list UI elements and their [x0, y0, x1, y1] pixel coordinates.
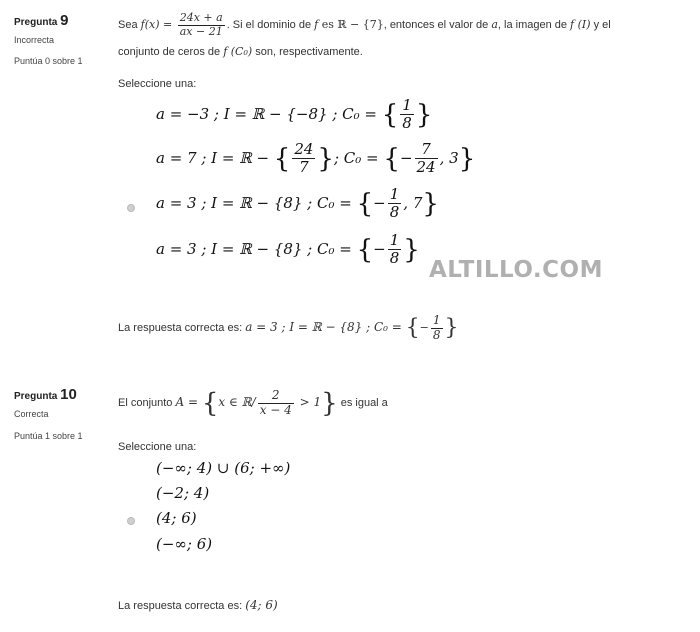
- q9-option-1-num: 1: [402, 96, 412, 114]
- q10-option-3[interactable]: (4; 6): [156, 509, 197, 527]
- q9-option-1-text: a = −3 ; I = ℝ − {−8} ; C₀ =: [156, 104, 382, 123]
- q9-stem-text: son, respectivamente.: [252, 46, 363, 58]
- q9-option-3-num: 1: [389, 185, 400, 203]
- q9-option-2-frac-a: [292, 141, 315, 177]
- q9-option-3[interactable]: a = 3 ; I = ℝ − {8} ; C₀ = {− $\frac{1}{8}$ , 7}: [156, 185, 439, 222]
- q9-option-2-neg: −: [399, 148, 413, 167]
- q9-stem-den: ax − 21: [179, 24, 223, 38]
- q10-score: Puntúa 1 sobre 1: [14, 431, 83, 441]
- q9-option-2-post: , 3: [439, 148, 459, 167]
- q9-option-2-num2: 7: [415, 141, 438, 159]
- q9-option-2-text: a = 7 ; I = ℝ −: [156, 148, 274, 167]
- q9-option-1-frac: [400, 97, 414, 133]
- q9-stem-text: Sea: [118, 19, 141, 32]
- q9-option-1-den: 8: [402, 114, 412, 133]
- q10-option-3-radio[interactable]: [127, 517, 135, 525]
- q9-stem-line2: [118, 45, 363, 58]
- q9-status: Incorrecta: [14, 35, 55, 45]
- q9-answer-frac: [431, 314, 443, 343]
- q9-option-4-den: 8: [389, 249, 400, 268]
- q9-option-4-num: 1: [389, 231, 400, 249]
- q9-stem-text: , la imagen de: [497, 19, 571, 32]
- q9-stem-domain: es ℝ − {7}: [318, 18, 384, 32]
- q9-title: [14, 12, 68, 29]
- q9-answer-num: 1: [432, 313, 441, 327]
- q9-option-3-radio[interactable]: [127, 204, 135, 212]
- q9-title-label: Pregunta: [14, 17, 58, 28]
- watermark: ALTILLO.COM: [429, 257, 603, 283]
- q9-stem-line1: [118, 12, 611, 38]
- q9-answer-text: a = 3 ; I = ℝ − {8} ; C₀ =: [245, 320, 406, 335]
- q9-option-2-frac-b: [415, 141, 438, 177]
- q9-option-3-text: a = 3 ; I = ℝ − {8} ; C₀ =: [156, 193, 357, 212]
- q9-stem-text: . Si el dominio de: [226, 19, 315, 32]
- q9-option-2-den2: 24: [416, 158, 436, 177]
- q9-answer-den: 8: [432, 327, 441, 342]
- q9-stem-fI: f (I): [570, 18, 591, 32]
- q10-answer-value: (4; 6): [245, 598, 278, 612]
- q9-stem-fx: f(x) =: [140, 18, 176, 32]
- q10-title: [14, 386, 77, 403]
- q9-select-label: Seleccione una:: [118, 78, 197, 90]
- q10-answer: [118, 598, 278, 612]
- q9-option-2-mid: ; C₀ =: [333, 148, 384, 167]
- q10-stem: El conjunto A = {x ∈ ℝ/ $\frac{2}{x - 4}$ > 1} es igual a: [118, 388, 388, 419]
- q9-option-3-den: 8: [389, 203, 400, 222]
- q9-score: Puntúa 0 sobre 1: [14, 56, 83, 66]
- q9-number: 9: [60, 12, 69, 29]
- q10-stem-text: es igual a: [337, 397, 388, 410]
- q10-stem-text: El conjunto: [118, 397, 176, 410]
- q10-option-4[interactable]: (−∞; 6): [156, 535, 213, 553]
- q10-option-2[interactable]: (−2; 4): [156, 484, 210, 502]
- q9-answer: La respuesta correcta es: a = 3 ; I = ℝ − {8} ; C₀ = {− $\frac{1}{8}$ }: [118, 313, 459, 342]
- q9-option-4[interactable]: a = 3 ; I = ℝ − {8} ; C₀ = {− $\frac{1}{8}$ }: [156, 231, 420, 268]
- q9-stem-fC0: f (C₀): [223, 45, 253, 58]
- q9-stem-avar: a: [491, 18, 498, 32]
- q10-status: Correcta: [14, 409, 49, 419]
- q10-stem-num: 2: [258, 389, 294, 404]
- q9-option-4-frac: [388, 232, 402, 268]
- q10-option-1[interactable]: (−∞; 4) ∪ (6; +∞): [156, 459, 291, 477]
- q9-stem-text: , entonces el valor de: [383, 19, 492, 32]
- q9-option-2-den: 7: [299, 158, 309, 177]
- q10-stem-set: x ∈ ℝ/: [218, 395, 256, 410]
- q10-number: 10: [60, 386, 77, 403]
- q9-option-2-num: 24: [294, 140, 314, 158]
- q10-select-label: Seleccione una:: [118, 441, 197, 453]
- q9-stem-num: 24x + a: [179, 11, 223, 24]
- q9-option-4-text: a = 3 ; I = ℝ − {8} ; C₀ =: [156, 239, 357, 258]
- q9-option-3-neg: −: [373, 193, 386, 212]
- q10-stem-gt: > 1: [295, 395, 322, 410]
- q9-option-4-neg: −: [373, 239, 386, 258]
- q9-answer-label: La respuesta correcta es:: [118, 322, 246, 335]
- q9-option-1[interactable]: a = −3 ; I = ℝ − {−8} ; C₀ = { $\frac{1}{8}$ }: [156, 96, 433, 133]
- q10-stem-frac: [258, 389, 294, 418]
- q9-stem-text: y el: [590, 19, 611, 32]
- q10-stem-A: A =: [175, 395, 202, 410]
- q9-option-2[interactable]: a = 7 ; I = ℝ − { $\frac{24}{7}$ }; C₀ = {− $\frac{7}{24}$ , 3}: [156, 140, 476, 177]
- q10-answer-label: La respuesta correcta es:: [118, 600, 246, 612]
- q9-stem-f: f: [314, 18, 319, 32]
- q9-option-3-post: , 7: [403, 193, 423, 212]
- q9-answer-neg: −: [419, 321, 429, 335]
- q9-stem-text: conjunto de ceros de: [118, 46, 224, 58]
- q9-stem-fraction: [178, 12, 225, 38]
- q10-stem-den: x − 4: [259, 402, 292, 417]
- q10-title-label: Pregunta: [14, 391, 58, 402]
- q9-option-3-frac: [388, 186, 402, 222]
